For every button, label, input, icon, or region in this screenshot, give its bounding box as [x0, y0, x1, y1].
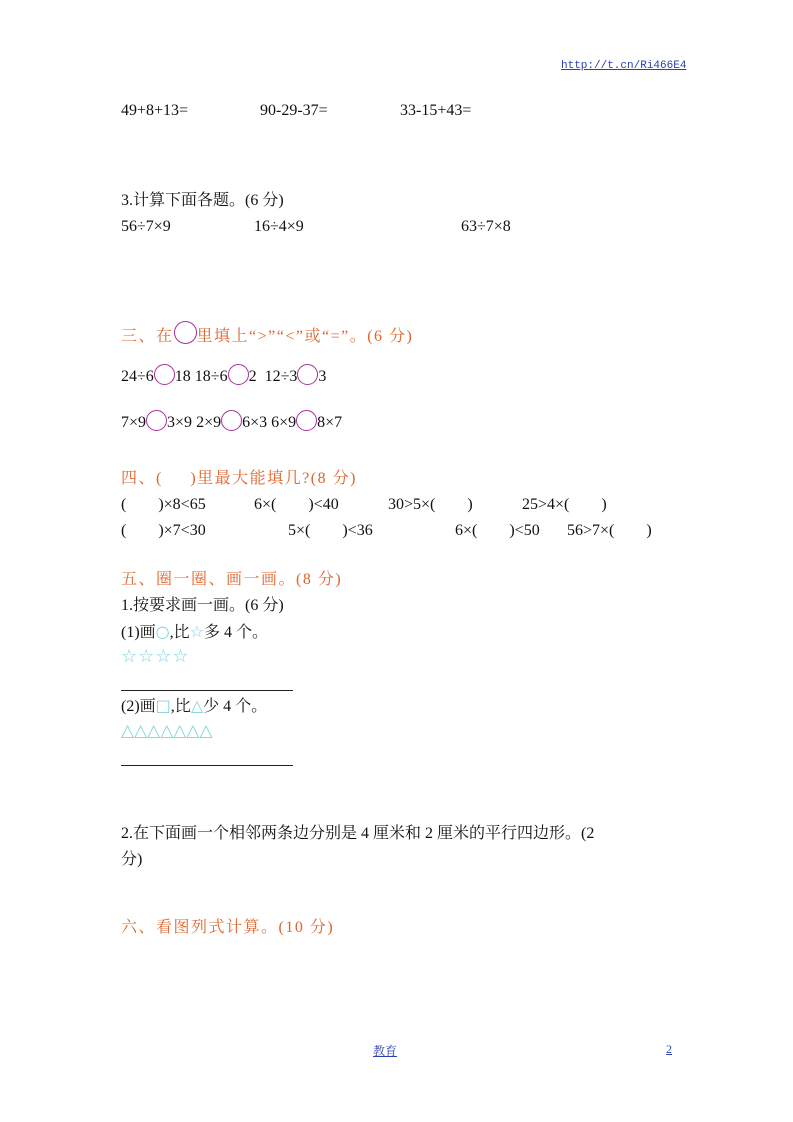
sec4-r1-c3: 30>5×( ) — [388, 496, 473, 513]
p1-pre: (1)画 — [121, 624, 156, 641]
calc-item-2: 90-29-37= — [260, 102, 328, 119]
compare-right: 18 — [174, 368, 191, 385]
calc-item-3: 33-15+43= — [400, 102, 472, 119]
sec4-r2-c4: 56>7×( ) — [567, 522, 652, 539]
sec5-q2-line2: 分) — [121, 851, 143, 868]
p2-post: 少 4 个。 — [203, 698, 268, 715]
stars-row-icon: ☆☆☆☆ — [121, 646, 190, 667]
p1-post: 多 4 个。 — [204, 624, 269, 641]
sec4-r2-c1: ( )×7<30 — [121, 522, 206, 539]
sec4-title: 四、( )里最大能填几?(8 分) — [121, 470, 357, 487]
triangle-icon: △ — [190, 696, 204, 715]
answer-line-1[interactable] — [121, 690, 293, 691]
p1-mid: ,比 — [169, 624, 190, 641]
triangles-row-icon: △△△△△△△ — [121, 721, 213, 741]
circle-shape-icon: ○ — [155, 622, 170, 641]
sec3-title — [121, 321, 413, 347]
answer-circle[interactable] — [297, 364, 318, 385]
sec3-title-pre: 三、在 — [121, 328, 174, 345]
answer-circle[interactable] — [146, 410, 167, 431]
sec4-r2-c2: 5×( )<36 — [288, 522, 373, 539]
q3-title: 3.计算下面各题。(6 分) — [121, 192, 284, 209]
sec4-r1-c2: 6×( )<40 — [254, 496, 339, 513]
page-number: 2 — [666, 1042, 672, 1056]
compare-left: 12÷3 — [264, 368, 298, 385]
sec5-p2 — [121, 696, 267, 717]
compare-right: 6×3 — [242, 414, 268, 431]
compare-right: 8×7 — [317, 414, 343, 431]
compare-left: 2×9 — [196, 414, 222, 431]
answer-circle[interactable] — [221, 410, 242, 431]
square-shape-icon: □ — [155, 696, 171, 715]
sec4-r1-c4: 25>4×( ) — [522, 496, 607, 513]
q3-item-1: 56÷7×9 — [121, 218, 171, 235]
sec3-row2 — [121, 410, 342, 433]
q3-item-3: 63÷7×8 — [461, 218, 511, 235]
compare-left: 18÷6 — [194, 368, 228, 385]
sec3-title-post: 里填上“>”“<”或“=”。(6 分) — [196, 328, 414, 345]
sec6-title: 六、看图列式计算。(10 分) — [121, 919, 335, 936]
star-icon: ☆ — [189, 622, 204, 641]
sec5-p1 — [121, 622, 268, 643]
q3-item-2: 16÷4×9 — [254, 218, 304, 235]
sec4-r1-c1: ( )×8<65 — [121, 496, 206, 513]
compare-left: 24÷6 — [121, 368, 154, 385]
compare-left: 7×9 — [121, 414, 147, 431]
answer-circle[interactable] — [228, 364, 249, 385]
fill-circle-icon — [174, 321, 197, 344]
sec3-row1 — [121, 364, 326, 387]
compare-left: 6×9 — [271, 414, 297, 431]
sec5-title: 五、圈一圈、画一画。(8 分) — [121, 571, 343, 588]
calc-item-1: 49+8+13= — [121, 102, 189, 119]
answer-circle[interactable] — [296, 410, 317, 431]
sec4-r2-c3: 6×( )<50 — [455, 522, 540, 539]
footer-link[interactable]: 教育 — [373, 1044, 398, 1058]
p2-mid: ,比 — [170, 698, 191, 715]
sec5-q2-line1: 2.在下面画一个相邻两条边分别是 4 厘米和 2 厘米的平行四边形。(2 — [121, 825, 595, 842]
sec5-q1-title: 1.按要求画一画。(6 分) — [121, 597, 284, 614]
compare-right: 3 — [318, 368, 327, 385]
header-link[interactable]: http://t.cn/Ri466E4 — [561, 60, 687, 72]
p2-pre: (2)画 — [121, 698, 156, 715]
compare-right: 3×9 — [167, 414, 193, 431]
answer-line-2[interactable] — [121, 765, 293, 766]
compare-right: 2 — [248, 368, 257, 385]
answer-circle[interactable] — [154, 364, 175, 385]
